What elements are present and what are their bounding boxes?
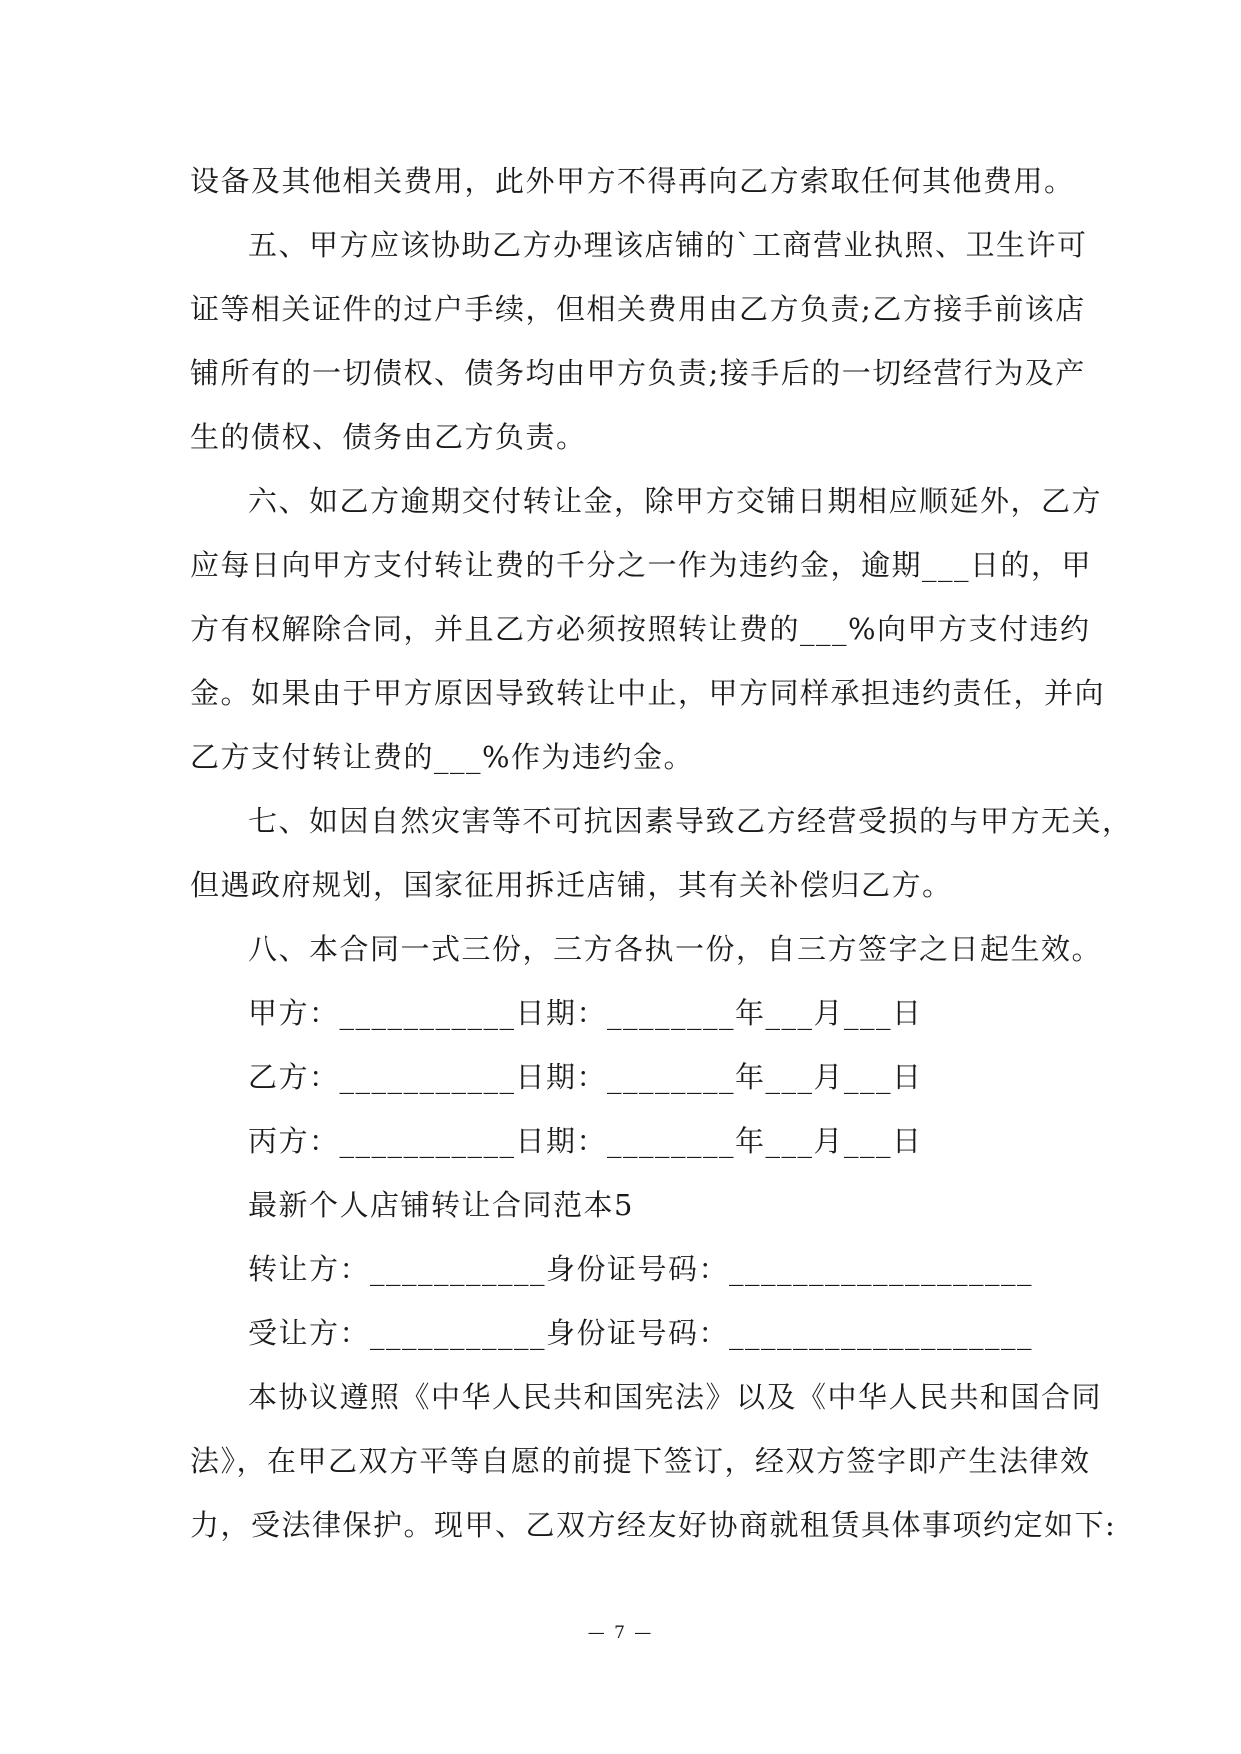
agreement-intro-line-2: 法》，在甲乙双方平等自愿的前提下签订，经双方签字即产生法律效 xyxy=(190,1444,1091,1478)
clause-7-line-2: 但遇政府规划，国家征用拆迁店铺，其有关补偿归乙方。 xyxy=(190,868,953,902)
agreement-intro-line-3: 力，受法律保护。现甲、乙双方经友好协商就租赁具体事项约定如下: xyxy=(190,1508,1117,1542)
clause-7-line-1: 七、如因自然灾害等不可抗因素导致乙方经营受损的与甲方无关， xyxy=(248,804,1133,838)
page-number: — 7 — xyxy=(587,1623,654,1643)
transferor-field: 转让方：___________身份证号码：___________________ xyxy=(248,1252,1034,1286)
agreement-intro-line-1: 本协议遵照《中华人民共和国宪法》以及《中华人民共和国合同 xyxy=(248,1380,1103,1414)
transferee-field: 受让方：___________身份证号码：___________________ xyxy=(248,1316,1034,1350)
clause-8-line: 八、本合同一式三份，三方各执一份，自三方签字之日起生效。 xyxy=(248,932,1103,966)
text-line: 设备及其他相关费用，此外甲方不得再向乙方索取任何其他费用。 xyxy=(190,164,1075,198)
clause-5-line-4: 生的债权、债务由乙方负责。 xyxy=(190,420,587,454)
clause-5-line-1: 五、甲方应该协助乙方办理该店铺的`工商营业执照、卫生许可 xyxy=(248,228,1088,262)
clause-6-line-4: 金。如果由于甲方原因导致转让中止，甲方同样承担违约责任，并向 xyxy=(190,676,1106,710)
signature-party-b: 乙方：___________日期：________年___月___日 xyxy=(248,1060,923,1094)
section-title: 最新个人店铺转让合同范本5 xyxy=(248,1188,634,1222)
clause-5-line-2: 证等相关证件的过户手续，但相关费用由乙方负责;乙方接手前该店 xyxy=(190,292,1086,326)
signature-party-a: 甲方：___________日期：________年___月___日 xyxy=(248,996,923,1030)
signature-party-c: 丙方：___________日期：________年___月___日 xyxy=(248,1124,923,1158)
clause-6-line-2: 应每日向甲方支付转让费的千分之一作为违约金，逾期___日的，甲 xyxy=(190,548,1093,582)
clause-6-line-3: 方有权解除合同，并且乙方必须按照转让费的___%向甲方支付违约 xyxy=(190,612,1091,646)
clause-5-line-3: 铺所有的一切债权、债务均由甲方负责;接手后的一切经营行为及产 xyxy=(190,356,1086,390)
clause-6-line-5: 乙方支付转让费的___%作为违约金。 xyxy=(190,740,695,774)
clause-6-line-1: 六、如乙方逾期交付转让金，除甲方交铺日期相应顺延外，乙方 xyxy=(248,484,1103,518)
